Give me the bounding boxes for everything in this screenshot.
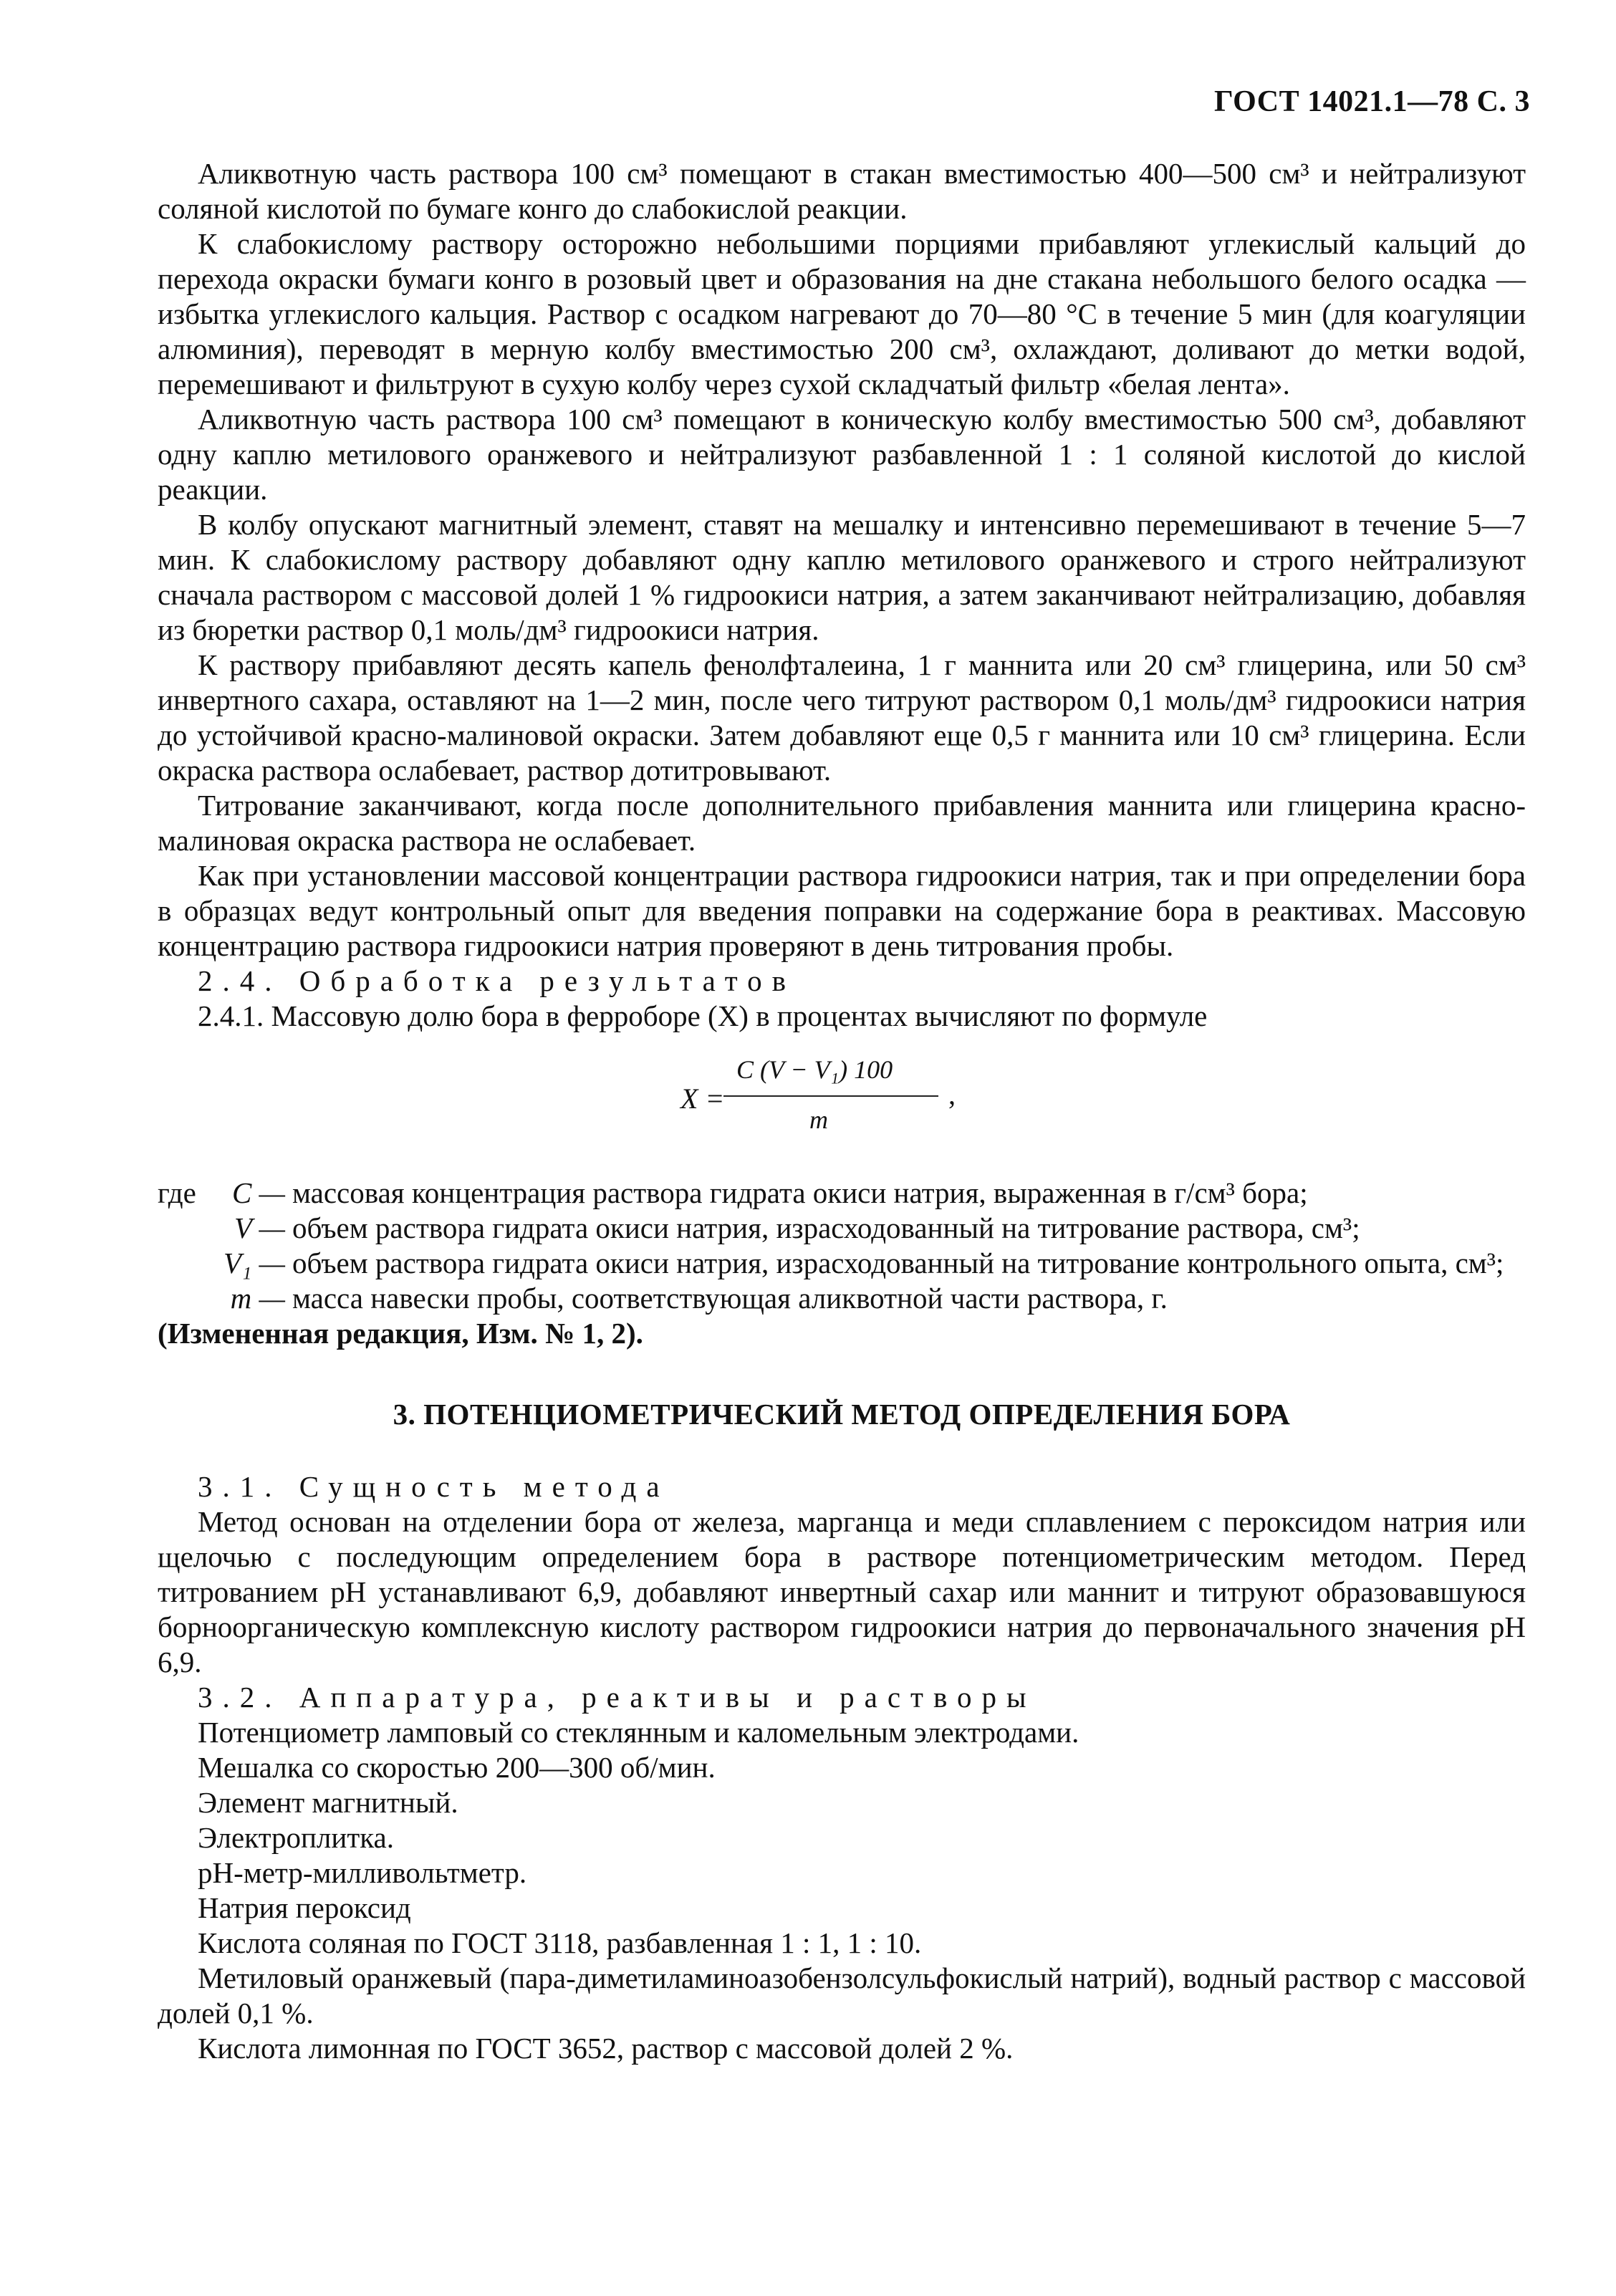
- paragraph: В колбу опускают магнитный элемент, ставят на мешалку и интенсивно перемешивают в течение 5—7 мин. К слабокислому раствору добавляют одну каплю метилового оранжевого и строго нейтрализуют сначала раствором с массовой долей 1 % гидроокиси натрия, а затем заканчивают нейтрализацию, добавляя из бюретки раствор 0,1 моль/дм³ гидроокиси натрия.: [158, 508, 1526, 646]
- list-item: Кислота соляная по ГОСТ 3118, разбавленная 1 : 1, 1 : 10.: [198, 1926, 922, 1959]
- where-definition: объем раствора гидрата окиси натрия, израсходованный на титрование раствора, см³;: [292, 1211, 1360, 1244]
- list-item: Метиловый оранжевый (пара-диметиламиноазобензолсульфокислый натрий), водный раствор с массовой долей 0,1 %.: [158, 1961, 1526, 2030]
- formula-denominator: m: [809, 1105, 828, 1134]
- where-symbol: V₁ —: [223, 1247, 286, 1279]
- section-heading-3-1: 3.1. Сущность метода: [198, 1470, 670, 1503]
- list-item: Натрия пероксид: [198, 1891, 411, 1924]
- list-item: Мешалка со скоростью 200—300 об/мин.: [198, 1751, 716, 1784]
- list-item: Потенциометр ламповый со стеклянным и каломельным электродами.: [198, 1716, 1079, 1749]
- formula-fraction-bar: [723, 1095, 938, 1097]
- where-row: [158, 1281, 1526, 1316]
- page-content: [158, 156, 1526, 2066]
- where-definition: объем раствора гидрата окиси натрия, израсходованный на титрование контрольного опыта, см³;: [292, 1247, 1504, 1279]
- where-definition: масса навески пробы, соответствующая аликвотной части раствора, г.: [292, 1282, 1168, 1315]
- paragraph: Как при установлении массовой концентрации раствора гидроокиси натрия, так и при определении бора в образцах ведут контрольный опыт для введения поправки на содержание бора в реактивах. Массовую концентрацию раствора гидроокиси натрия проверяют в день титрования пробы.: [158, 859, 1526, 962]
- where-symbol: m —: [230, 1282, 285, 1315]
- section-heading-3-2: 3.2. Аппаратура, реактивы и растворы: [198, 1681, 1037, 1714]
- formula: [158, 1037, 1526, 1173]
- where-symbol: C —: [231, 1176, 285, 1209]
- formula-numerator: C (V − V₁) 100: [736, 1055, 893, 1084]
- paragraph: Аликвотную часть раствора 100 см³ помещают в коническую колбу вместимостью 500 см³, добавляют одну каплю метилового оранжевого и нейтрализуют разбавленной 1 : 1 соляной кислотой до кислой реакции.: [158, 403, 1526, 506]
- paragraph: Аликвотную часть раствора 100 см³ помещают в стакан вместимостью 400—500 см³ и нейтрализуют соляной кислотой по бумаге конго до слабокислой реакции.: [158, 157, 1526, 225]
- list-item: Электроплитка.: [198, 1821, 394, 1854]
- paragraph: Титрование заканчивают, когда после дополнительного прибавления маннита или глицерина красно-малиновая окраска раствора не ослабевает.: [158, 789, 1526, 857]
- paragraph: Метод основан на отделении бора от железа, марганца и меди сплавлением с пероксидом натрия или щелочью с последующим определением бора в растворе потенциометрическим методом. Перед титрованием pH устанавливают 6,9, добавляют инвертный сахар или маннит и титруют образовавшуюся борноорганическую комплексную кислоту раствором гидроокиси натрия до первоначального значения pH 6,9.: [158, 1505, 1526, 1678]
- amendment-note: (Измененная редакция, Изм. № 1, 2).: [158, 1317, 643, 1350]
- where-row: [158, 1211, 1526, 1246]
- formula-lhs: X =: [680, 1082, 725, 1115]
- section-heading-2-4: 2.4. Обработка результатов: [198, 964, 797, 997]
- where-symbol: V —: [234, 1211, 285, 1244]
- where-label: где: [158, 1176, 196, 1209]
- where-row: [158, 1176, 1526, 1211]
- list-item: Кислота лимонная по ГОСТ 3652, раствор с массовой долей 2 %.: [198, 2032, 1014, 2065]
- section-title-3: 3. ПОТЕНЦИОМЕТРИЧЕСКИЙ МЕТОД ОПРЕДЕЛЕНИЯ БОРА: [393, 1398, 1291, 1431]
- where-row: [158, 1246, 1526, 1281]
- page-header: ГОСТ 14021.1—78 С. 3: [1213, 85, 1530, 118]
- formula-comma: ,: [948, 1078, 956, 1110]
- item-2-4-1: 2.4.1. Массовую долю бора в ферроборе (X) в процентах вычисляют по формуле: [198, 999, 1208, 1032]
- list-item: Элемент магнитный.: [198, 1786, 458, 1819]
- paragraph: К слабокислому раствору осторожно небольшими порциями прибавляют углекислый кальций до перехода окраски бумаги конго в розовый цвет и образования на дне стакана небольшого белого осадка — избытка углекислого кальция. Раствор с осадком нагревают до 70—80 °С в течение 5 мин (для коагуляции алюминия), переводят в мерную колбу вместимостью 200 см³, охлаждают, доливают до метки водой, перемешивают и фильтруют в сухую колбу через сухой складчатый фильтр «белая лента».: [158, 227, 1526, 400]
- paragraph: К раствору прибавляют десять капель фенолфталеина, 1 г маннита или 20 см³ глицерина, или 50 см³ инвертного сахара, оставляют на 1—2 мин, после чего титруют раствором 0,1 моль/дм³ гидроокиси натрия до устойчивой красно-малиновой окраски. Затем добавляют еще 0,5 г маннита или 10 см³ глицерина. Если окраска раствора ослабевает, раствор дотитровывают.: [158, 648, 1526, 787]
- where-definition: массовая концентрация раствора гидрата окиси натрия, выраженная в г/см³ бора;: [292, 1176, 1308, 1209]
- list-item: pH-метр-милливольтметр.: [198, 1856, 527, 1889]
